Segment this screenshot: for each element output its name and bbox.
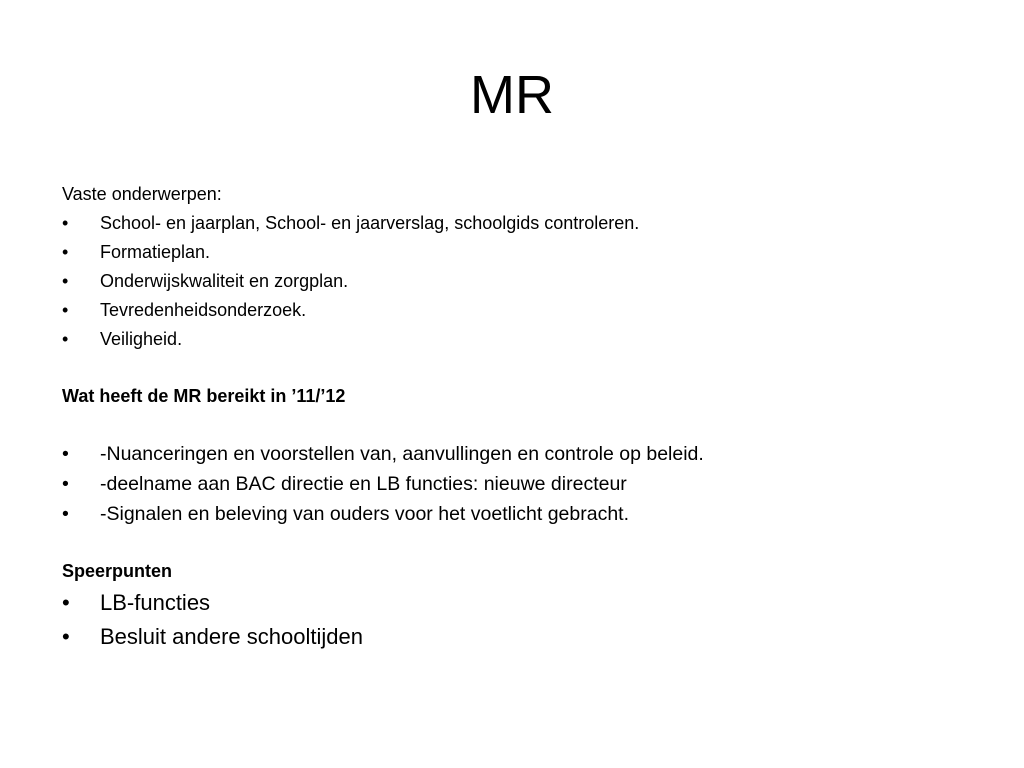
bullet-icon: • [62,271,69,291]
list-item [62,439,962,469]
list-item [62,499,962,529]
list-item-text: LB-functies [100,590,211,615]
section-heading-vaste-onderwerpen: Vaste onderwerpen: [62,184,222,204]
bullet-icon: • [62,443,69,465]
list-item-text: -Signalen en beleving van ouders voor het voetlicht gebracht. [100,503,630,525]
bullet-icon: • [62,329,69,349]
slide-body [62,180,962,654]
section-heading-speerpunten: Speerpunten [62,561,173,581]
slide-title: MR [470,65,554,125]
bullet-icon: • [62,300,69,320]
bullet-icon: • [62,503,69,525]
spacer [62,354,962,382]
list-item [62,325,962,354]
list-item-text: Veiligheid. [100,329,183,349]
list-item-text: Onderwijskwaliteit en zorgplan. [100,271,349,291]
list-item [62,209,962,238]
bullet-icon: • [62,213,69,233]
list-item [62,586,962,620]
bullet-icon: • [62,473,69,495]
list-item [62,620,962,654]
list-item-text: -Nuanceringen en voorstellen van, aanvullingen en controle op beleid. [100,443,704,465]
list-item [62,267,962,296]
list-item-text: Besluit andere schooltijden [100,624,363,649]
list-item-text: School- en jaarplan, School- en jaarverslag, schoolgids controleren. [100,213,640,233]
bullet-icon: • [62,590,70,615]
list-item-text: -deelname aan BAC directie en LB functies: nieuwe directeur [100,473,627,495]
list-item-text: Formatieplan. [100,242,211,262]
list-item [62,238,962,267]
list-item [62,469,962,499]
spacer [62,529,962,557]
bullet-icon: • [62,242,69,262]
list-item [62,296,962,325]
section-heading-bereikt: Wat heeft de MR bereikt in ’11/’12 [62,386,346,406]
list-item-text: Tevredenheidsonderzoek. [100,300,307,320]
spacer [62,411,962,439]
bullet-icon: • [62,624,70,649]
